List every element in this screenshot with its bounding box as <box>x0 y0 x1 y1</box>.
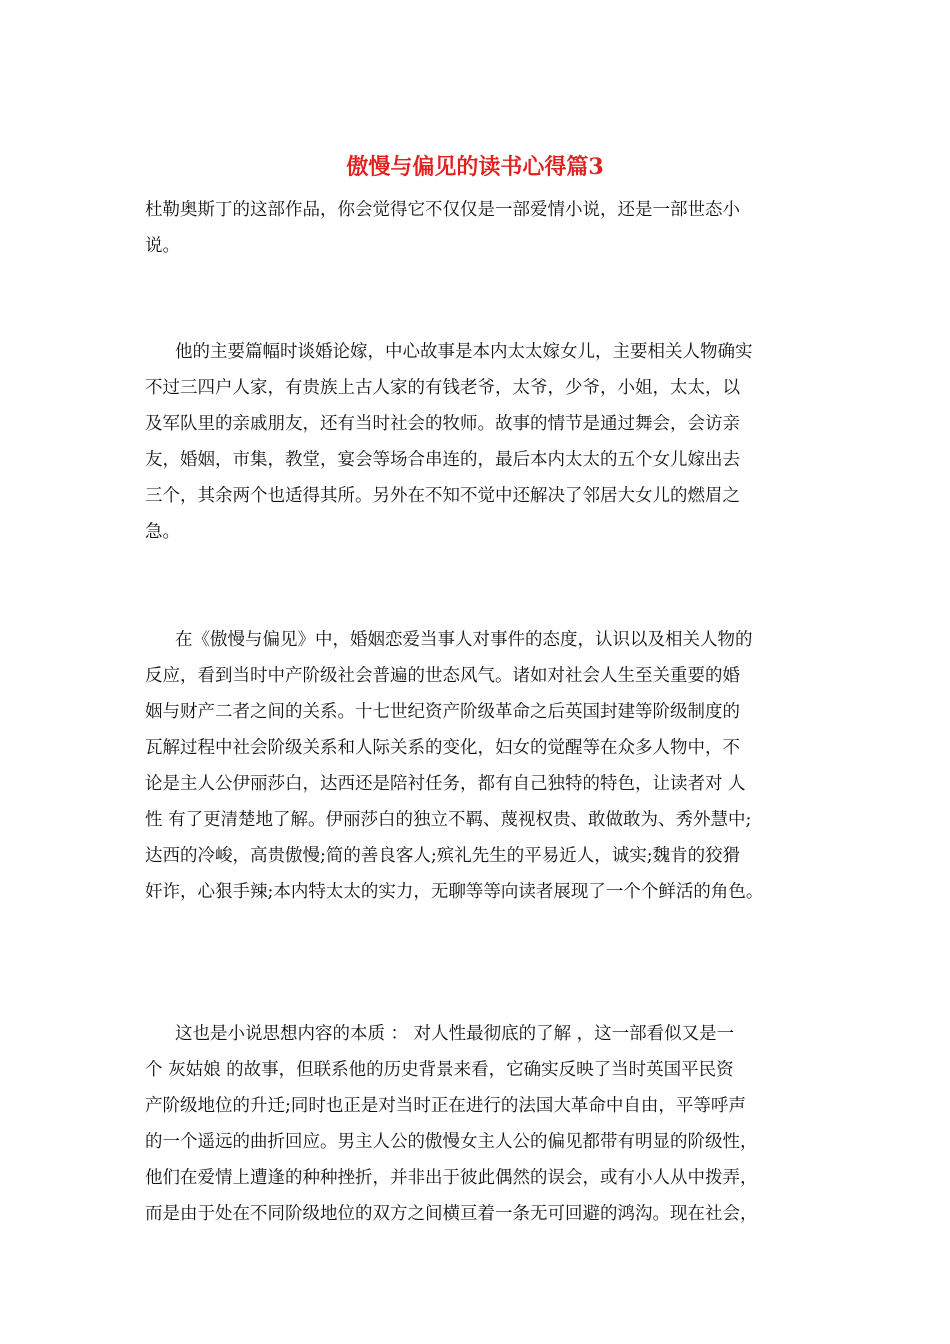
text-line: 姻与财产二者之间的关系。十七世纪资产阶级革命之后英国封建等阶级制度的 <box>145 702 740 722</box>
text-line: 奸诈，心狠手辣;本内特太太的实力，无聊等等向读者展现了一个个鲜活的角色。 <box>145 882 764 902</box>
text-line: 急。 <box>145 522 180 542</box>
text-line: 达西的冷峻，高贵傲慢;简的善良客人;殡礼先生的平易近人，诚实;魏肯的狡猾 <box>145 846 741 866</box>
paragraph-3 <box>145 622 825 910</box>
text-line: 的一个遥远的曲折回应。男主人公的傲慢女主人公的偏见都带有明显的阶级性， <box>145 1132 758 1152</box>
text-line: 他们在爱情上遭逢的种种挫折，并非出于彼此偶然的误会，或有小人从中拨弄， <box>145 1168 758 1188</box>
document-title: 傲慢与偏见的读书心得篇3 <box>346 154 604 180</box>
text-line: 反应，看到当时中产阶级社会普遍的世态风气。诸如对社会人生至关重要的婚 <box>145 666 740 686</box>
paragraph-2 <box>145 334 825 550</box>
text-line: 个 灰姑娘 的故事，但联系他的历史背景来看，它确实反映了当时英国平民资 <box>145 1060 734 1080</box>
text-line: 说。 <box>145 236 180 256</box>
text-line: 而是由于处在不同阶级地位的双方之间横亘着一条无可回避的鸿沟。现在社会， <box>145 1204 758 1224</box>
text-line: 不过三四户人家，有贵族上古人家的有钱老爷，太爷，少爷，小姐，太太，以 <box>145 378 740 398</box>
text-line: 产阶级地位的升迁;同时也正是对当时正在进行的法国大革命中自由，平等呼声 <box>145 1096 746 1116</box>
paragraph-4 <box>145 1016 825 1232</box>
text-line: 他的主要篇幅时谈婚论嫁，中心故事是本内太太嫁女儿，主要相关人物确实 <box>175 342 753 362</box>
text-line: 在《傲慢与偏见》中，婚姻恋爱当事人对事件的态度，认识以及相关人物的 <box>175 630 753 650</box>
text-line: 论是主人公伊丽莎白，达西还是陪衬任务，都有自己独特的特色，让读者对 人 <box>145 774 746 794</box>
text-line: 三个，其余两个也适得其所。另外在不知不觉中还解决了邻居大女儿的燃眉之 <box>145 486 740 506</box>
text-line: 及军队里的亲戚朋友，还有当时社会的牧师。故事的情节是通过舞会，会访亲 <box>145 414 740 434</box>
text-line: 友，婚姻，市集，教堂，宴会等场合串连的，最后本内太太的五个女儿嫁出去 <box>145 450 740 470</box>
text-line: 这也是小说思想内容的本质 ： 对人性最彻底的了解 ，这一部看似又是一 <box>175 1024 735 1044</box>
paragraph-1 <box>145 192 825 264</box>
text-line: 瓦解过程中社会阶级关系和人际关系的变化，妇女的觉醒等在众多人物中，不 <box>145 738 740 758</box>
text-line: 杜勒奥斯丁的这部作品，你会觉得它不仅仅是一部爱情小说，还是一部世态小 <box>145 200 740 220</box>
text-line: 性 有了更清楚地了解。伊丽莎白的独立不羁、蔑视权贵、敢做敢为、秀外慧中; <box>145 810 752 830</box>
